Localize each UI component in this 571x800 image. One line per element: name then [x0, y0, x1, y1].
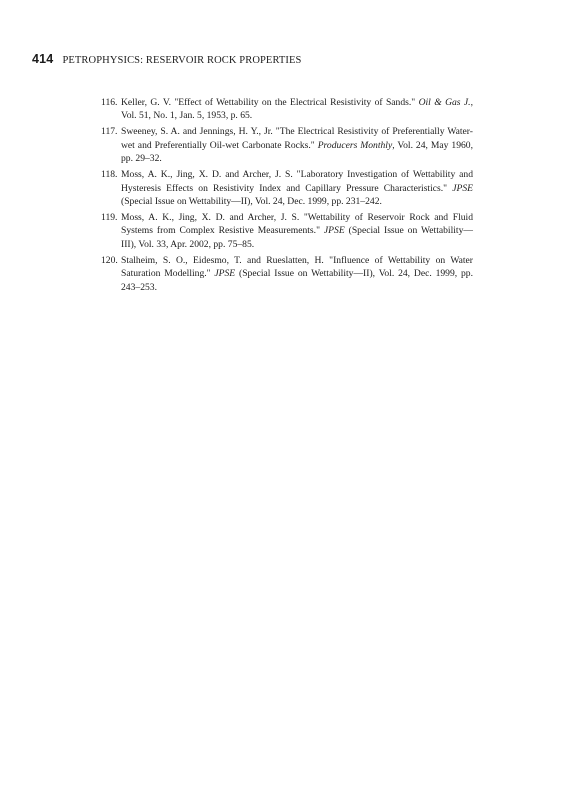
journal-name: JPSE: [323, 225, 345, 237]
reference-text: [121, 212, 473, 250]
journal-name: JPSE: [214, 268, 236, 280]
reference-details: , Vol. 24, May 1960, pp. 29–32.: [121, 139, 473, 165]
journal-name: JPSE: [452, 182, 473, 194]
reference-number: 119.: [101, 212, 118, 224]
reference-citation: Stalheim, S. O., Eidesmo, T. and Rueslatten, H. "Influence of Wettability on Water Saturation Modelling.": [121, 254, 473, 280]
reference-number: 116.: [101, 97, 118, 108]
reference-citation: Sweeney, S. A. and Jennings, H. Y., Jr. "The Electrical Resistivity of Preferentially Water-wet and Preferentially Oil-wet Carbonate Rocks.": [121, 126, 473, 151]
running-title: PETROPHYSICS: RESERVOIR ROCK PROPERTIES: [62, 55, 302, 66]
page-header: [32, 51, 302, 67]
reference-item: [101, 125, 473, 165]
reference-item: [101, 254, 473, 294]
journal-name: Producers Monthly: [317, 139, 393, 151]
reference-text: [121, 255, 473, 293]
reference-citation: Moss, A. K., Jing, X. D. and Archer, J. S. "Wettability of Reservoir Rock and Fluid Systems from Complex Resistive Measurements.": [121, 212, 473, 237]
reference-details: , Vol. 51, No. 1, Jan. 5, 1953, p. 65.: [121, 97, 473, 122]
reference-details: (Special Issue on Wettability—II), Vol. 24, Dec. 1999, pp. 243–253.: [121, 268, 473, 293]
page-number: 414: [32, 52, 54, 66]
reference-text: [121, 126, 473, 164]
reference-text: [121, 169, 473, 207]
reference-citation: Keller, G. V. "Effect of Wettability on the Electrical Resistivity of Sands.": [121, 97, 419, 108]
reference-details: (Special Issue on Wettability—III), Vol. 33, Apr. 2002, pp. 75–85.: [121, 225, 473, 250]
reference-number: 120.: [101, 254, 118, 266]
reference-details: (Special Issue on Wettability—II), Vol. 24, Dec. 1999, pp. 231–242.: [121, 196, 382, 208]
journal-name: Oil & Gas J.: [418, 97, 471, 108]
reference-item: [101, 211, 473, 251]
reference-text: [121, 97, 473, 121]
reference-number: 117.: [101, 126, 118, 138]
reference-number: 118.: [101, 169, 118, 181]
reference-item: [101, 96, 473, 123]
reference-list: [101, 96, 473, 297]
reference-citation: Moss, A. K., Jing, X. D. and Archer, J. S. "Laboratory Investigation of Wettability and Hysteresis Effects on Resistivity Index and Capillary Pressure Characteristics.": [121, 169, 473, 194]
reference-item: [101, 168, 473, 208]
